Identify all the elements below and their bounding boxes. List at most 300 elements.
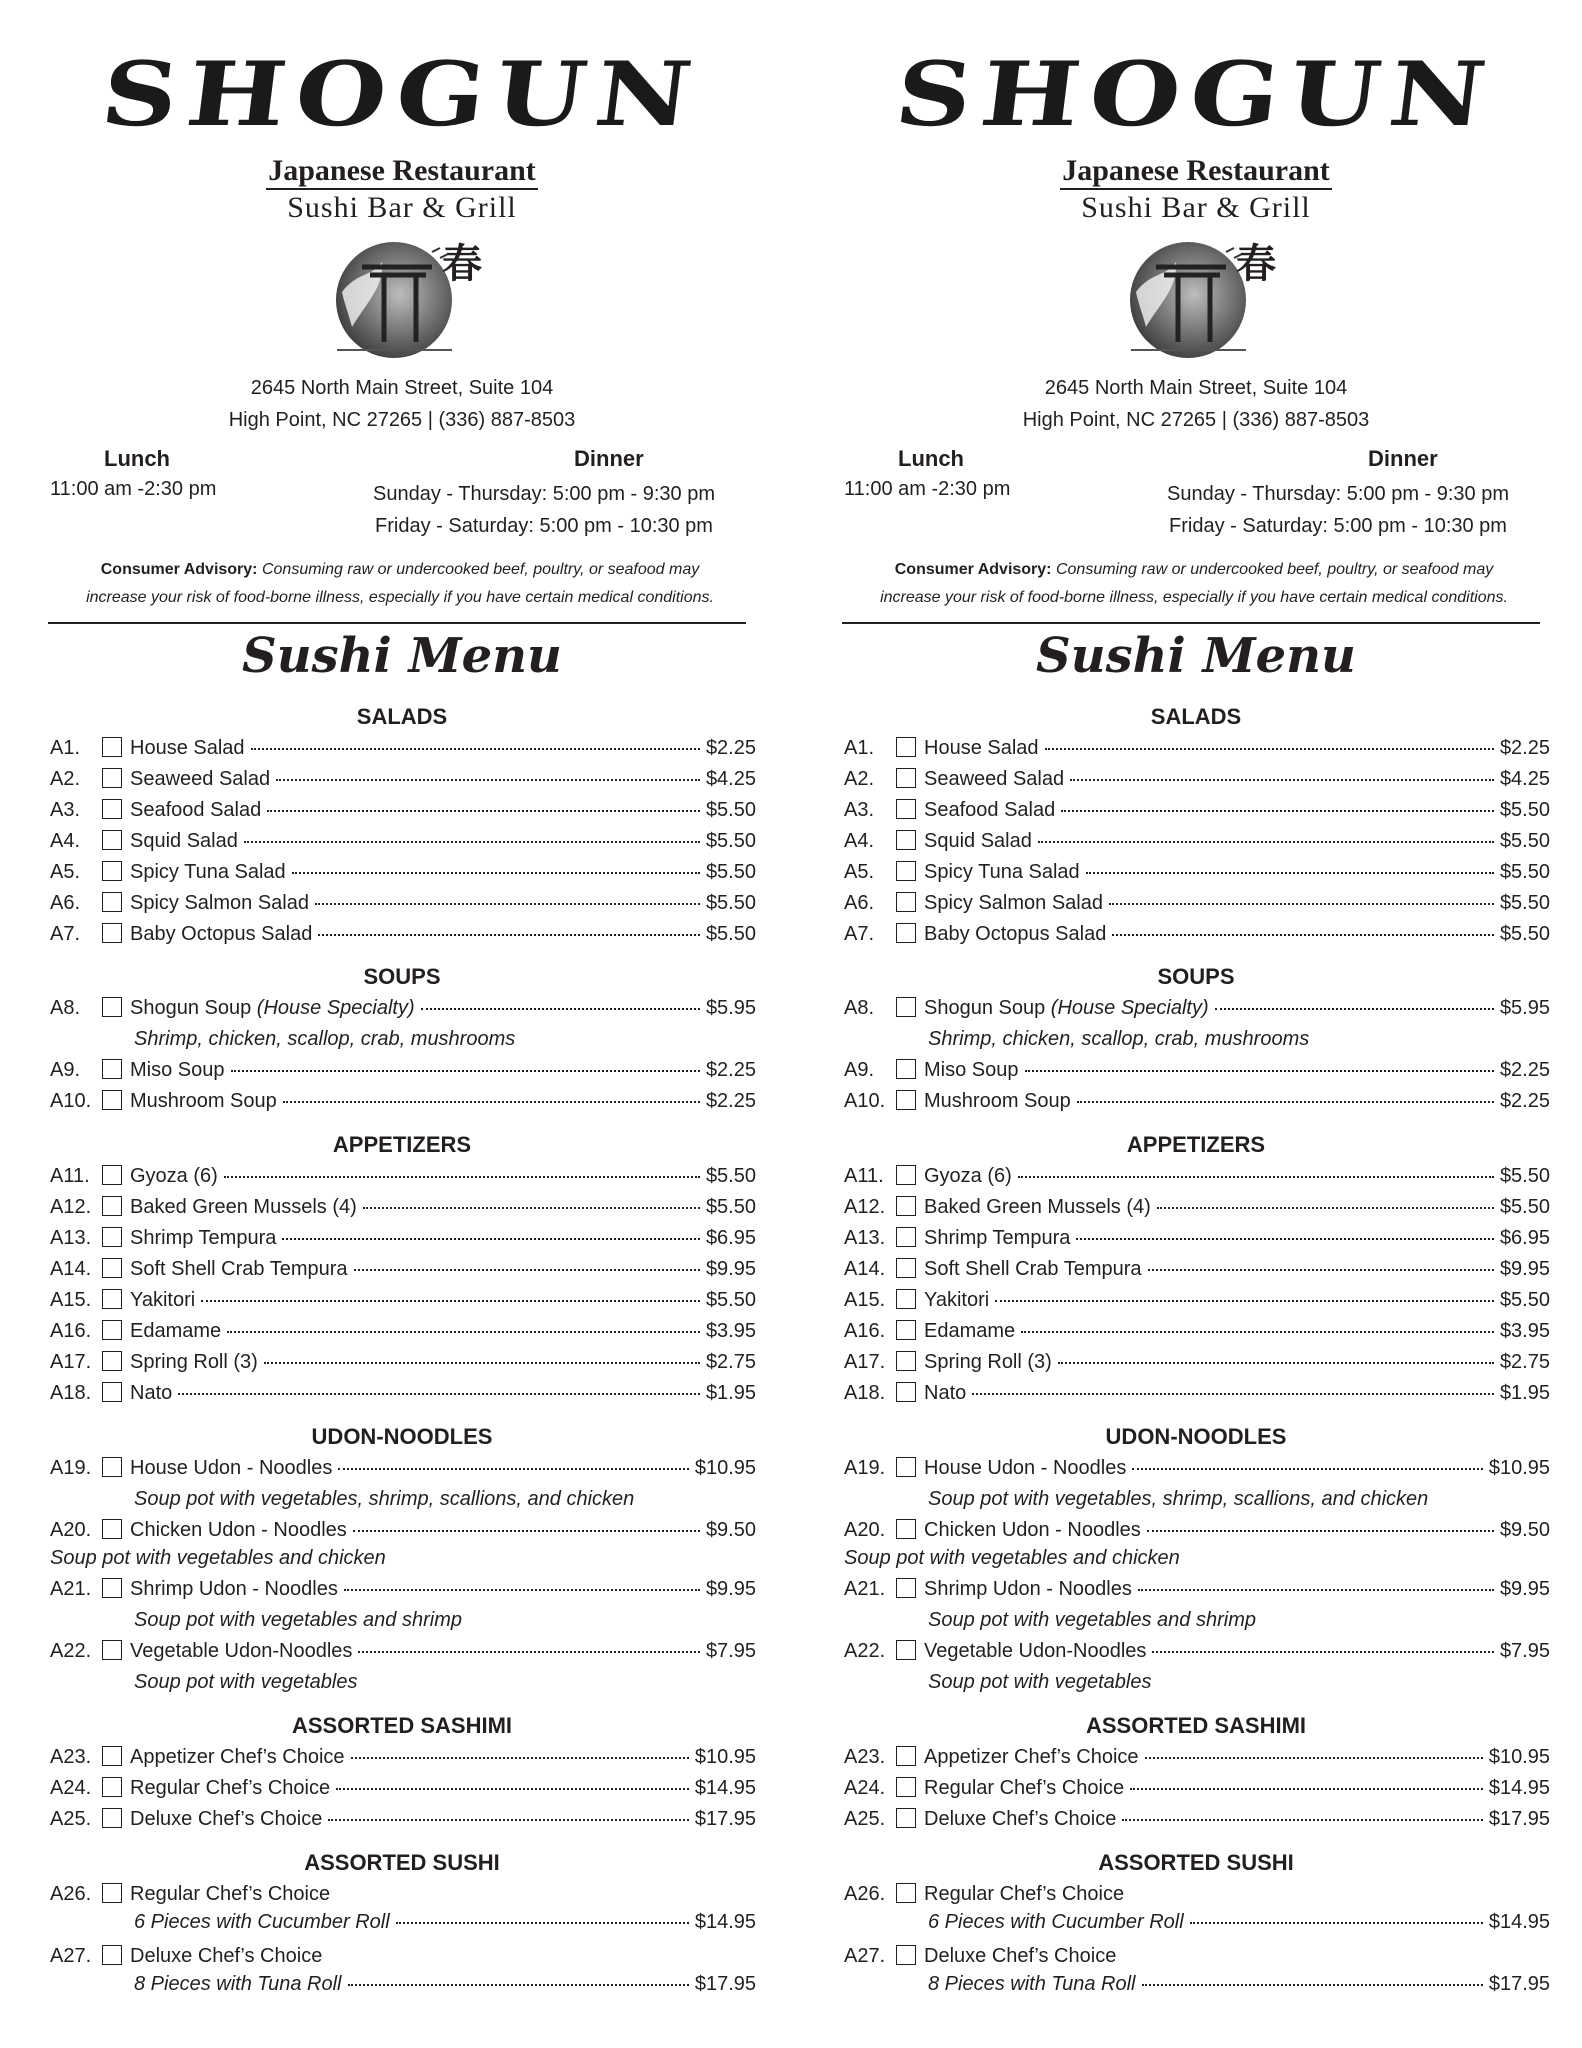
item-price: $5.50: [705, 892, 756, 914]
dinner-hours-weekend: Friday - Saturday: 5:00 pm - 10:30 pm: [1169, 515, 1507, 537]
item-code: A1.: [50, 737, 81, 759]
menu-item: [844, 1224, 1550, 1254]
menu-item: [50, 889, 756, 919]
item-code: A6.: [50, 892, 81, 914]
section-soups: SOUPS: [363, 964, 441, 989]
menu-item: [844, 1317, 1550, 1347]
order-checkbox[interactable]: [896, 1258, 916, 1278]
order-checkbox[interactable]: [102, 1090, 122, 1110]
lunch-hours: 11:00 am -2:30 pm: [844, 478, 1011, 500]
item-code: A16.: [50, 1320, 92, 1342]
menu-item: [844, 1805, 1550, 1835]
section-sashimi: ASSORTED SASHIMI: [1085, 1713, 1307, 1738]
advisory-text-1: Consuming raw or undercooked beef, poultry, or seafood may: [1055, 561, 1494, 578]
menu-item: [844, 1348, 1550, 1378]
menu-item: [50, 858, 756, 888]
item-price: $5.50: [1499, 830, 1550, 852]
item-price: $4.25: [705, 768, 756, 790]
menu-item: [50, 1454, 756, 1484]
item-name: Appetizer Chef’s Choice: [130, 1746, 345, 1768]
leader-dots: [264, 1362, 700, 1364]
item-price: $17.95: [694, 1973, 756, 1995]
item-code: A2.: [50, 768, 81, 790]
leader-dots: [1215, 1008, 1494, 1010]
menu-item: [50, 1162, 756, 1192]
item-price: $9.95: [1499, 1578, 1550, 1600]
item-name: Mushroom Soup: [924, 1090, 1071, 1112]
item-name-text: Shogun Soup: [924, 997, 1046, 1019]
leader-dots: [336, 1788, 689, 1790]
leader-dots: [348, 1984, 689, 1986]
menu-item: [50, 1317, 756, 1347]
item-name: Shrimp Tempura: [924, 1227, 1071, 1249]
item-name: Gyoza (6): [924, 1165, 1012, 1187]
order-checkbox[interactable]: [896, 737, 916, 757]
item-name: Regular Chef’s Choice: [130, 1883, 331, 1905]
order-checkbox[interactable]: [896, 1457, 916, 1477]
menu-item: [50, 1880, 756, 1910]
order-checkbox[interactable]: [102, 1945, 122, 1965]
leader-dots: [1148, 1269, 1494, 1271]
order-checkbox[interactable]: [896, 830, 916, 850]
item-code: A18.: [50, 1382, 92, 1404]
item-price: $2.75: [705, 1351, 756, 1373]
item-name: Vegetable Udon-Noodles: [130, 1640, 353, 1662]
order-checkbox[interactable]: [896, 1777, 916, 1797]
item-specialty: (House Specialty): [1050, 997, 1209, 1019]
item-code: A9.: [844, 1059, 875, 1081]
item-code: A5.: [50, 861, 81, 883]
item-code: A12.: [844, 1196, 886, 1218]
item-name: Gyoza (6): [130, 1165, 218, 1187]
item-description: Soup pot with vegetables: [928, 1671, 1152, 1693]
order-checkbox[interactable]: [102, 1289, 122, 1309]
order-checkbox[interactable]: [102, 1457, 122, 1477]
order-checkbox[interactable]: [896, 1351, 916, 1371]
item-price: $9.50: [1499, 1519, 1550, 1541]
subtitle-sushi-bar: Sushi Bar & Grill: [287, 191, 517, 224]
advisory-text-2: increase your risk of food-borne illness, especially if you have certain medical conditions.: [880, 589, 1508, 606]
item-code: A23.: [50, 1746, 92, 1768]
advisory-label: Consumer Advisory:: [100, 561, 258, 578]
address-line-1: 2645 North Main Street, Suite 104: [250, 377, 554, 399]
item-price: $17.95: [1488, 1973, 1550, 1995]
item-price: $17.95: [1488, 1808, 1550, 1830]
menu-item: [844, 1575, 1550, 1605]
order-checkbox[interactable]: [102, 1519, 122, 1539]
order-checkbox[interactable]: [102, 1883, 122, 1903]
item-subtitle: 6 Pieces with Cucumber Roll: [134, 1911, 390, 1933]
menu-item: [844, 1454, 1550, 1484]
item-code: A25.: [844, 1808, 886, 1830]
item-name: Nato: [924, 1382, 967, 1404]
section-appetizers: APPETIZERS: [332, 1132, 472, 1157]
menu-item: [844, 1942, 1550, 1972]
order-checkbox[interactable]: [102, 799, 122, 819]
order-checkbox[interactable]: [896, 799, 916, 819]
order-checkbox[interactable]: [896, 1746, 916, 1766]
order-checkbox[interactable]: [102, 1578, 122, 1598]
leader-dots: [1076, 1238, 1494, 1240]
order-checkbox[interactable]: [896, 1519, 916, 1539]
divider: [48, 622, 746, 624]
item-name: Shrimp Udon - Noodles: [130, 1578, 338, 1600]
menu-item: [50, 994, 756, 1024]
leader-dots: [1021, 1331, 1494, 1333]
item-code: A14.: [844, 1258, 886, 1280]
menu-item: [50, 1516, 756, 1546]
item-name: Spicy Tuna Salad: [924, 861, 1080, 883]
leader-dots: [251, 748, 700, 750]
item-code: A14.: [50, 1258, 92, 1280]
item-name: Vegetable Udon-Noodles: [924, 1640, 1147, 1662]
leader-dots: [1018, 1176, 1494, 1178]
item-code: A11.: [844, 1165, 884, 1187]
item-code: A20.: [844, 1519, 886, 1541]
item-price: $2.25: [705, 737, 756, 759]
order-checkbox[interactable]: [896, 861, 916, 881]
lunch-heading: Lunch: [104, 446, 170, 471]
item-code: A18.: [844, 1382, 886, 1404]
item-price: $2.25: [1499, 1090, 1550, 1112]
item-price: $14.95: [694, 1777, 756, 1799]
leader-dots: [358, 1651, 700, 1653]
item-code: A12.: [50, 1196, 92, 1218]
item-price: $3.95: [1499, 1320, 1550, 1342]
menu-item: [844, 1056, 1550, 1086]
leader-dots: [328, 1819, 689, 1821]
item-name: Baby Octopus Salad: [924, 923, 1107, 945]
item-name: Chicken Udon - Noodles: [130, 1519, 347, 1541]
item-price: $5.50: [1499, 892, 1550, 914]
menu-item: [50, 1286, 756, 1316]
order-checkbox[interactable]: [102, 1382, 122, 1402]
order-checkbox[interactable]: [896, 1227, 916, 1247]
leader-dots: [421, 1008, 700, 1010]
item-name: Baked Green Mussels (4): [130, 1196, 357, 1218]
item-price: $1.95: [1499, 1382, 1550, 1404]
item-price: $5.95: [1499, 997, 1550, 1019]
order-checkbox[interactable]: [102, 923, 122, 943]
item-description: Soup pot with vegetables and shrimp: [928, 1609, 1256, 1631]
leader-dots: [1122, 1819, 1483, 1821]
item-subtitle: 8 Pieces with Tuna Roll: [928, 1973, 1136, 1995]
logo-emblem: [322, 232, 482, 362]
item-name: Mushroom Soup: [130, 1090, 277, 1112]
order-checkbox[interactable]: [896, 997, 916, 1017]
item-price: $2.25: [705, 1059, 756, 1081]
leader-dots: [224, 1176, 700, 1178]
leader-dots: [1152, 1651, 1494, 1653]
item-price: $10.95: [1488, 1746, 1550, 1768]
leader-dots: [227, 1331, 700, 1333]
leader-dots: [344, 1589, 700, 1591]
order-checkbox[interactable]: [102, 1165, 122, 1185]
menu-item: [844, 920, 1550, 950]
menu-item: [844, 827, 1550, 857]
leader-dots: [1070, 779, 1494, 781]
menu-item-detail: [134, 1973, 756, 2003]
menu-item: [50, 920, 756, 950]
leader-dots: [1038, 841, 1494, 843]
section-appetizers: APPETIZERS: [1126, 1132, 1266, 1157]
menu-item: [50, 1224, 756, 1254]
item-name: House Salad: [130, 737, 245, 759]
advisory-label: Consumer Advisory:: [894, 561, 1052, 578]
menu-item: [844, 1286, 1550, 1316]
item-code: A27.: [844, 1945, 886, 1967]
item-name: Chicken Udon - Noodles: [924, 1519, 1141, 1541]
leader-dots: [201, 1300, 700, 1302]
item-price: $10.95: [1488, 1457, 1550, 1479]
item-description: Soup pot with vegetables, shrimp, scallions, and chicken: [134, 1488, 635, 1510]
order-checkbox[interactable]: [896, 1165, 916, 1185]
menu-title: Sushi Menu: [1036, 628, 1356, 684]
menu-item: [50, 1348, 756, 1378]
item-name-text: Shogun Soup: [130, 997, 252, 1019]
item-name: House Salad: [924, 737, 1039, 759]
order-checkbox[interactable]: [102, 1640, 122, 1660]
leader-dots: [1112, 934, 1494, 936]
item-name: Seafood Salad: [130, 799, 262, 821]
order-checkbox[interactable]: [896, 1382, 916, 1402]
item-name: Spring Roll (3): [924, 1351, 1052, 1373]
menu-item: [844, 1162, 1550, 1192]
item-price: $5.50: [1499, 1165, 1550, 1187]
address-line-1: 2645 North Main Street, Suite 104: [1044, 377, 1348, 399]
order-checkbox[interactable]: [102, 1196, 122, 1216]
order-checkbox[interactable]: [896, 1059, 916, 1079]
order-checkbox[interactable]: [102, 1258, 122, 1278]
order-checkbox[interactable]: [102, 830, 122, 850]
item-price: $14.95: [694, 1911, 756, 1933]
item-name: Seafood Salad: [924, 799, 1056, 821]
item-description: Soup pot with vegetables: [134, 1671, 358, 1693]
address: [826, 372, 1566, 436]
lunch-hours: 11:00 am -2:30 pm: [50, 478, 217, 500]
order-checkbox[interactable]: [102, 997, 122, 1017]
order-checkbox[interactable]: [102, 1351, 122, 1371]
item-code: A21.: [50, 1578, 92, 1600]
item-code: A20.: [50, 1519, 92, 1541]
leader-dots: [1190, 1922, 1483, 1924]
order-checkbox[interactable]: [896, 892, 916, 912]
subtitle-restaurant: Japanese Restaurant: [1060, 154, 1332, 190]
order-checkbox[interactable]: [896, 1289, 916, 1309]
item-code: A13.: [50, 1227, 92, 1249]
item-code: A9.: [50, 1059, 81, 1081]
item-description: Shrimp, chicken, scallop, crab, mushrooms: [134, 1028, 516, 1050]
menu-item: [844, 1087, 1550, 1117]
leader-dots: [1025, 1070, 1494, 1072]
menu-item: [844, 1774, 1550, 1804]
order-checkbox[interactable]: [896, 1883, 916, 1903]
item-name: [924, 997, 1209, 1020]
section-sushi: ASSORTED SUSHI: [1098, 1850, 1294, 1875]
leader-dots: [283, 1101, 700, 1103]
order-checkbox[interactable]: [896, 768, 916, 788]
order-checkbox[interactable]: [102, 861, 122, 881]
item-price: $5.50: [1499, 1289, 1550, 1311]
menu-item: [844, 1193, 1550, 1223]
item-price: $5.50: [1499, 1196, 1550, 1218]
item-code: A6.: [844, 892, 875, 914]
dinner-hours: [332, 478, 756, 542]
menu-item: [50, 1805, 756, 1835]
item-name: Seaweed Salad: [130, 768, 271, 790]
order-checkbox[interactable]: [896, 1196, 916, 1216]
menu-item: [50, 1056, 756, 1086]
item-code: A25.: [50, 1808, 92, 1830]
item-name: Spring Roll (3): [130, 1351, 258, 1373]
item-code: A22.: [50, 1640, 92, 1662]
menu-item: [50, 827, 756, 857]
order-checkbox[interactable]: [102, 1746, 122, 1766]
item-name: Edamame: [924, 1320, 1016, 1342]
item-name: Appetizer Chef’s Choice: [924, 1746, 1139, 1768]
dinner-hours-weekend: Friday - Saturday: 5:00 pm - 10:30 pm: [375, 515, 713, 537]
logo: [32, 40, 772, 362]
consumer-advisory: [834, 556, 1554, 612]
order-checkbox[interactable]: [896, 923, 916, 943]
leader-dots: [354, 1269, 700, 1271]
item-name: Regular Chef’s Choice: [130, 1777, 331, 1799]
leader-dots: [1045, 748, 1494, 750]
item-name: Shrimp Udon - Noodles: [924, 1578, 1132, 1600]
menu-sheet-right: [826, 0, 1566, 2048]
item-price: $5.50: [1499, 861, 1550, 883]
item-code: A24.: [50, 1777, 92, 1799]
item-code: A7.: [50, 923, 81, 945]
order-checkbox[interactable]: [102, 1227, 122, 1247]
item-code: A7.: [844, 923, 875, 945]
menu-item: [844, 765, 1550, 795]
address: [32, 372, 772, 436]
order-checkbox[interactable]: [102, 1059, 122, 1079]
item-name: Spicy Tuna Salad: [130, 861, 286, 883]
menu-item-detail: [134, 1911, 756, 1941]
item-price: $10.95: [694, 1746, 756, 1768]
leader-dots: [1086, 872, 1494, 874]
item-code: A13.: [844, 1227, 886, 1249]
order-checkbox[interactable]: [896, 1090, 916, 1110]
item-price: $5.50: [705, 1289, 756, 1311]
item-price: $5.50: [705, 1196, 756, 1218]
menu-item-detail: [928, 1973, 1550, 2003]
leader-dots: [244, 841, 700, 843]
order-checkbox[interactable]: [102, 737, 122, 757]
item-price: $2.75: [1499, 1351, 1550, 1373]
order-checkbox[interactable]: [102, 1808, 122, 1828]
item-code: A22.: [844, 1640, 886, 1662]
item-name: Deluxe Chef’s Choice: [130, 1808, 323, 1830]
order-checkbox[interactable]: [896, 1640, 916, 1660]
item-price: $3.95: [705, 1320, 756, 1342]
item-name: Regular Chef’s Choice: [924, 1777, 1125, 1799]
order-checkbox[interactable]: [896, 1808, 916, 1828]
menu-item: [844, 994, 1550, 1024]
item-code: A15.: [50, 1289, 92, 1311]
item-price: $2.25: [1499, 737, 1550, 759]
leader-dots: [276, 779, 700, 781]
menu-item: [844, 796, 1550, 826]
item-price: $5.50: [1499, 799, 1550, 821]
leader-dots: [1109, 903, 1494, 905]
item-description: Soup pot with vegetables and chicken: [50, 1547, 386, 1569]
item-name: Shrimp Tempura: [130, 1227, 277, 1249]
item-code: A2.: [844, 768, 875, 790]
menu-item: [844, 1637, 1550, 1667]
order-checkbox[interactable]: [896, 1320, 916, 1340]
item-name: [130, 997, 415, 1020]
menu-item: [844, 858, 1550, 888]
menu-item: [50, 1774, 756, 1804]
dinner-hours-weekday: Sunday - Thursday: 5:00 pm - 9:30 pm: [372, 483, 716, 505]
item-price: $10.95: [694, 1457, 756, 1479]
menu-item: [844, 889, 1550, 919]
item-code: A16.: [844, 1320, 886, 1342]
item-description: Soup pot with vegetables, shrimp, scallions, and chicken: [928, 1488, 1429, 1510]
item-code: A24.: [844, 1777, 886, 1799]
consumer-advisory: [40, 556, 760, 612]
item-code: A1.: [844, 737, 875, 759]
leader-dots: [1130, 1788, 1483, 1790]
item-subtitle: 8 Pieces with Tuna Roll: [134, 1973, 342, 1995]
leader-dots: [351, 1757, 689, 1759]
order-checkbox[interactable]: [102, 768, 122, 788]
item-code: A4.: [844, 830, 875, 852]
item-name: Squid Salad: [130, 830, 238, 852]
item-code: A8.: [844, 997, 875, 1019]
leader-dots: [1157, 1207, 1494, 1209]
dinner-heading: Dinner: [574, 446, 644, 471]
kanji-character: 春: [1236, 241, 1276, 287]
menu-item: [844, 734, 1550, 764]
menu-item: [844, 1516, 1550, 1546]
leader-dots: [363, 1207, 700, 1209]
leader-dots: [1058, 1362, 1494, 1364]
item-code: A27.: [50, 1945, 92, 1967]
address-line-2: High Point, NC 27265 | (336) 887-8503: [1022, 409, 1370, 431]
item-price: $5.50: [705, 923, 756, 945]
menu-item: [844, 1379, 1550, 1409]
item-price: $5.50: [1499, 923, 1550, 945]
item-price: $5.50: [705, 799, 756, 821]
dinner-hours-weekday: Sunday - Thursday: 5:00 pm - 9:30 pm: [1166, 483, 1510, 505]
subtitle-sushi-bar: Sushi Bar & Grill: [1081, 191, 1311, 224]
menu-item: [50, 734, 756, 764]
leader-dots: [1138, 1589, 1494, 1591]
menu-item: [50, 1193, 756, 1223]
leader-dots: [972, 1393, 1494, 1395]
item-name: Spicy Salmon Salad: [130, 892, 309, 914]
item-price: $9.95: [1499, 1258, 1550, 1280]
order-checkbox[interactable]: [102, 1777, 122, 1797]
order-checkbox[interactable]: [896, 1578, 916, 1598]
menu-item: [50, 1743, 756, 1773]
item-name: Deluxe Chef’s Choice: [130, 1945, 323, 1967]
item-code: A11.: [50, 1165, 90, 1187]
menu-item: [844, 1880, 1550, 1910]
order-checkbox[interactable]: [896, 1945, 916, 1965]
leader-dots: [1061, 810, 1494, 812]
leader-dots: [1145, 1757, 1483, 1759]
order-checkbox[interactable]: [102, 1320, 122, 1340]
menu-item: [50, 796, 756, 826]
menu-item: [50, 765, 756, 795]
order-checkbox[interactable]: [102, 892, 122, 912]
leader-dots: [995, 1300, 1494, 1302]
